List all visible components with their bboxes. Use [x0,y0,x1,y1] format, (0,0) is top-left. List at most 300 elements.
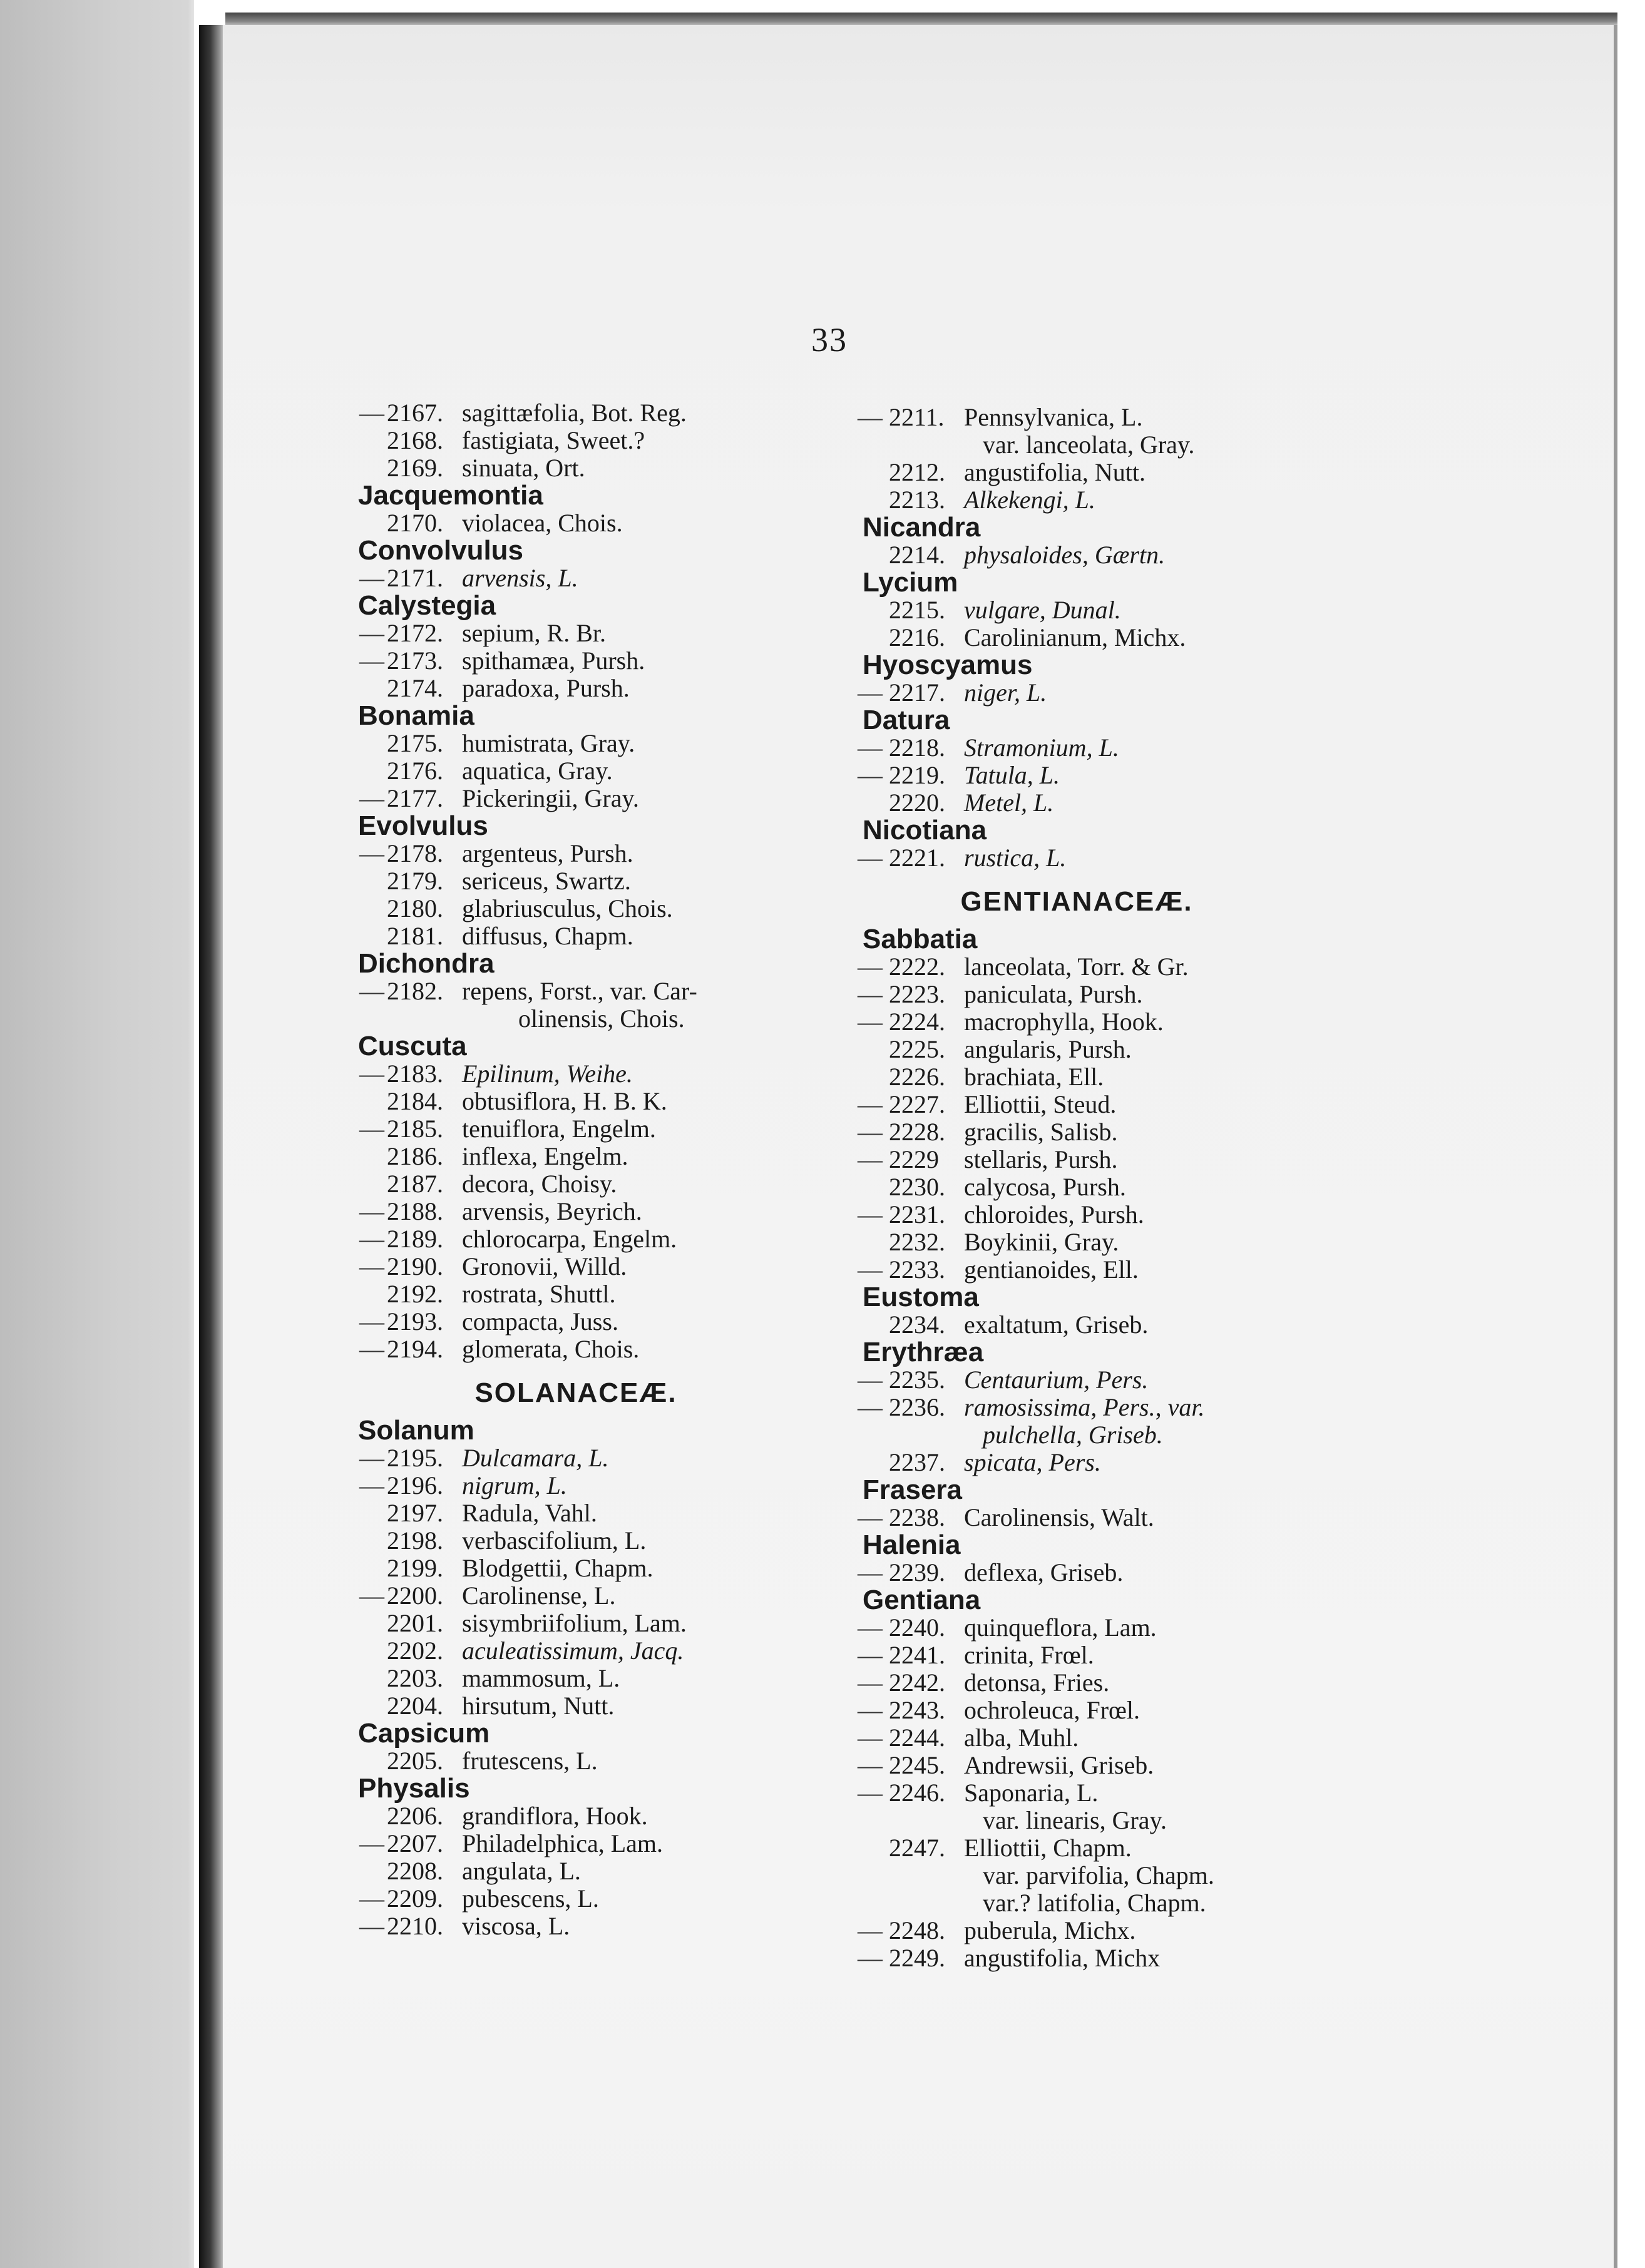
species-entry [851,1146,1302,1173]
species-name: nigrum, L. [462,1471,567,1499]
entry-number: 2189. [387,1225,443,1253]
species-entry [851,1366,1302,1394]
species-entry [851,1504,1302,1531]
genus-heading: Convolvulus [358,535,524,566]
species-name: Tatula, L. [964,761,1060,789]
check-mark: — [858,1696,883,1724]
species-name: spicata, Pers. [964,1448,1101,1476]
species-entry [851,1834,1302,1862]
species-name: deflexa, Griseb. [964,1558,1124,1586]
entry-number: 2233. [889,1255,945,1284]
species-entry [351,1336,801,1363]
species-entry [851,1008,1302,1036]
entry-number: 2224. [889,1008,945,1036]
species-entry [351,895,801,922]
species-name: lanceolata, Torr. & Gr. [964,953,1189,981]
check-mark: — [858,1366,883,1394]
species-name: arvensis, L. [462,564,578,592]
species-entry [851,1779,1302,1807]
genus-heading: Frasera [863,1474,963,1505]
check-mark: — [858,953,883,981]
check-mark: — [359,619,384,647]
spacer [351,1363,801,1376]
entry-number: 2183. [387,1060,443,1088]
book-binding [199,25,224,2268]
entry-continuation [851,431,1302,459]
species-entry [851,1173,1302,1201]
species-entry [351,1747,801,1775]
species-entry [351,867,801,895]
genus-heading: Halenia [863,1530,961,1560]
species-name: detonsa, Fries. [964,1668,1110,1697]
species-entry [351,647,801,675]
species-name: Radula, Vahl. [462,1499,597,1527]
species-name: Carolinense, L. [462,1581,616,1610]
genus-heading: Hyoscyamus [863,650,1033,680]
species-name: argenteus, Pursh. [462,839,633,867]
species-name: brachiata, Ell. [964,1063,1104,1091]
species-name: angularis, Pursh. [964,1035,1132,1063]
entry-number: 2244. [889,1724,945,1752]
entry-number: 2172. [387,619,443,647]
entry-number: 2170. [387,509,443,537]
check-mark: — [359,1471,384,1499]
species-name: paniculata, Pursh. [964,980,1143,1008]
entry-number: 2187. [387,1170,443,1198]
species-entry [351,1692,801,1720]
species-name: obtusiflora, H. B. K. [462,1087,667,1115]
check-mark: — [858,1090,883,1118]
genus-heading: Eustoma [863,1282,979,1312]
species-entry [851,486,1302,514]
genus-heading: Calystegia [358,590,496,621]
species-entry [851,1394,1302,1421]
entry-number: 2225. [889,1035,945,1063]
species-name: diffusus, Chapm. [462,922,633,950]
species-entry [351,1225,801,1253]
species-name: Blodgettii, Chapm. [462,1554,653,1582]
check-mark: — [359,1829,384,1857]
entry-number: 2246. [889,1779,945,1807]
entry-continuation [851,1862,1302,1889]
species-name: sinuata, Ort. [462,454,585,482]
species-entry [351,1913,801,1940]
species-entry [851,953,1302,981]
continuation-text: var. linearis, Gray. [983,1806,1167,1834]
species-name: aquatica, Gray. [462,757,613,785]
entry-number: 2207. [387,1829,443,1857]
entry-number: 2247. [889,1834,945,1862]
species-name: Epilinum, Weihe. [462,1060,633,1088]
species-entry [351,1308,801,1336]
species-entry [351,1198,801,1225]
continuation-text: olinensis, Chois. [518,1004,685,1033]
species-entry [851,1118,1302,1146]
species-entry [851,1311,1302,1339]
species-entry [351,1143,801,1170]
check-mark: — [359,1581,384,1610]
species-name: Carolinianum, Michx. [964,623,1186,651]
species-entry [351,1802,801,1830]
species-entry [351,922,801,950]
species-name: Centaurium, Pers. [964,1366,1149,1394]
species-entry [851,789,1302,817]
genus-heading: Capsicum [358,1718,490,1749]
entry-number: 2210. [387,1912,443,1940]
entry-number: 2227. [889,1090,945,1118]
species-entry [851,1614,1302,1642]
check-mark: — [359,1335,384,1363]
check-mark: — [359,1225,384,1253]
entry-number: 2188. [387,1197,443,1225]
entry-number: 2243. [889,1696,945,1724]
species-entry [851,1559,1302,1586]
species-entry [851,541,1302,569]
species-name: inflexa, Engelm. [462,1142,628,1170]
check-mark: — [858,1118,883,1146]
entry-number: 2238. [889,1503,945,1531]
entry-number: 2218. [889,733,945,762]
species-name: tenuiflora, Engelm. [462,1115,656,1143]
species-name: Saponaria, L. [964,1779,1099,1807]
entry-continuation [351,1005,801,1033]
entry-number: 2196. [387,1471,443,1499]
species-entry [851,1063,1302,1091]
continuation-text: var.? latifolia, Chapm. [983,1889,1206,1917]
species-entry [351,978,801,1005]
genus-heading: Dichondra [358,948,495,979]
entry-number: 2185. [387,1115,443,1143]
genus-heading: Nicandra [863,512,981,543]
species-entry [351,1499,801,1527]
genus-heading: Gentiana [863,1585,981,1615]
entry-number: 2213. [889,486,945,514]
entry-number: 2168. [387,426,443,454]
entry-number: 2231. [889,1200,945,1228]
genus-heading: Cuscuta [358,1031,467,1061]
entry-number: 2173. [387,646,443,675]
entry-number: 2169. [387,454,443,482]
species-entry [851,404,1302,431]
species-entry [851,1036,1302,1063]
species-name: compacta, Juss. [462,1307,618,1336]
species-name: aculeatissimum, Jacq. [462,1637,684,1665]
species-entry [351,1665,801,1692]
genus-heading: Solanum [358,1415,474,1446]
entry-number: 2248. [889,1916,945,1944]
species-name: arvensis, Beyrich. [462,1197,642,1225]
species-name: Boykinii, Gray. [964,1228,1119,1256]
species-entry [351,1885,801,1913]
entry-number: 2237. [889,1448,945,1476]
species-entry [351,509,801,537]
check-mark: — [359,839,384,867]
species-entry [351,757,801,785]
entry-number: 2206. [387,1802,443,1830]
species-name: Dulcamara, L. [462,1444,609,1472]
check-mark: — [359,1115,384,1143]
entry-number: 2219. [889,761,945,789]
check-mark: — [359,399,384,427]
species-name: Carolinensis, Walt. [964,1503,1154,1531]
check-mark: — [858,1558,883,1586]
entry-number: 2229 [889,1145,939,1173]
species-name: glomerata, Chois. [462,1335,640,1363]
entry-number: 2215. [889,596,945,624]
entry-number: 2179. [387,867,443,895]
entry-number: 2214. [889,541,945,569]
species-entry [851,1201,1302,1228]
species-name: violacea, Chois. [462,509,623,537]
entry-number: 2208. [387,1857,443,1885]
species-entry [351,1472,801,1499]
species-name: hirsutum, Nutt. [462,1692,615,1720]
species-name: fastigiata, Sweet.? [462,426,645,454]
species-entry [851,679,1302,707]
entry-number: 2234. [889,1310,945,1339]
right-column [851,404,1302,1972]
page-number: 33 [811,321,848,359]
species-entry [351,1527,801,1555]
entry-number: 2202. [387,1637,443,1665]
entry-number: 2232. [889,1228,945,1256]
entry-number: 2203. [387,1664,443,1692]
species-entry [851,981,1302,1008]
entry-number: 2230. [889,1173,945,1201]
species-name: stellaris, Pursh. [964,1145,1118,1173]
check-mark: — [359,1060,384,1088]
species-name: chloroides, Pursh. [964,1200,1144,1228]
entry-number: 2178. [387,839,443,867]
species-name: pubescens, L. [462,1884,599,1913]
scan-left-margin [0,0,194,2268]
entry-number: 2198. [387,1526,443,1555]
species-entry [351,564,801,592]
check-mark: — [359,564,384,592]
entry-continuation [851,1889,1302,1917]
entry-number: 2197. [387,1499,443,1527]
species-entry [851,596,1302,624]
check-mark: — [858,844,883,872]
check-mark: — [858,403,883,431]
species-name: humistrata, Gray. [462,729,635,757]
entry-number: 2239. [889,1558,945,1586]
check-mark: — [359,646,384,675]
species-name: physaloides, Gærtn. [964,541,1166,569]
entry-number: 2167. [387,399,443,427]
entry-number: 2190. [387,1252,443,1280]
species-name: decora, Choisy. [462,1170,617,1198]
genus-heading: Sabbatia [863,924,978,954]
species-name: spithamæa, Pursh. [462,646,645,675]
check-mark: — [858,1641,883,1669]
entry-number: 2194. [387,1335,443,1363]
species-name: Philadelphica, Lam. [462,1829,664,1857]
entry-number: 2174. [387,674,443,702]
species-entry [351,454,801,482]
species-entry [351,1060,801,1088]
species-name: glabriusculus, Chois. [462,894,673,922]
species-name: rustica, L. [964,844,1067,872]
species-entry [851,1752,1302,1779]
entry-number: 2182. [387,977,443,1005]
species-name: grandiflora, Hook. [462,1802,648,1830]
species-entry [351,1610,801,1637]
species-name: puberula, Michx. [964,1916,1136,1944]
species-entry [351,1115,801,1143]
entry-number: 2204. [387,1692,443,1720]
entry-number: 2240. [889,1613,945,1642]
entry-number: 2200. [387,1581,443,1610]
species-name: ramosissima, Pers., var. [964,1393,1205,1421]
check-mark: — [858,733,883,762]
check-mark: — [359,1912,384,1940]
species-entry [351,1830,801,1857]
species-entry [851,459,1302,486]
species-name: Alkekengi, L. [964,486,1095,514]
entry-number: 2235. [889,1366,945,1394]
species-entry [351,1555,801,1582]
check-mark: — [359,977,384,1005]
family-heading: GENTIANACEÆ. [960,886,1193,917]
continuation-text: var. parvifolia, Chapm. [983,1861,1214,1889]
entry-number: 2245. [889,1751,945,1779]
species-entry [351,785,801,812]
entry-number: 2211. [889,403,945,431]
check-mark: — [359,1252,384,1280]
genus-heading: Evolvulus [358,810,488,841]
family-heading: SOLANACEÆ. [474,1377,677,1408]
entry-number: 2220. [889,789,945,817]
entry-number: 2186. [387,1142,443,1170]
species-entry [851,1697,1302,1724]
check-mark: — [858,1668,883,1697]
entry-number: 2184. [387,1087,443,1115]
species-name: angustifolia, Nutt. [964,458,1145,486]
check-mark: — [858,1008,883,1036]
check-mark: — [359,1197,384,1225]
species-name: Andrewsii, Griseb. [964,1751,1154,1779]
species-entry [351,675,801,702]
entry-number: 2217. [889,678,945,707]
check-mark: — [858,1255,883,1284]
species-name: sagittæfolia, Bot. Reg. [462,399,687,427]
check-mark: — [359,1884,384,1913]
species-name: gentianoides, Ell. [964,1255,1139,1284]
species-entry [351,1857,801,1885]
entry-continuation [851,1421,1302,1449]
entry-number: 2209. [387,1884,443,1913]
species-entry [351,427,801,454]
entry-continuation [851,1807,1302,1834]
check-mark: — [858,1944,883,1972]
species-entry [851,1724,1302,1752]
species-name: Elliottii, Chapm. [964,1834,1132,1862]
check-mark: — [858,980,883,1008]
species-name: exaltatum, Griseb. [964,1310,1149,1339]
species-entry [851,1944,1302,1972]
species-entry [851,1091,1302,1118]
species-entry [851,762,1302,789]
genus-heading: Erythræa [863,1337,984,1367]
check-mark: — [858,1503,883,1531]
species-name: frutescens, L. [462,1747,598,1775]
entry-number: 2216. [889,623,945,651]
species-name: sepium, R. Br. [462,619,607,647]
entry-number: 2175. [387,729,443,757]
entry-number: 2195. [387,1444,443,1472]
species-entry [851,1642,1302,1669]
species-entry [351,620,801,647]
entry-number: 2193. [387,1307,443,1336]
check-mark: — [858,678,883,707]
check-mark: — [858,1145,883,1173]
entry-number: 2181. [387,922,443,950]
entry-number: 2222. [889,953,945,981]
check-mark: — [359,1444,384,1472]
check-mark: — [858,1393,883,1421]
species-name: mammosum, L. [462,1664,620,1692]
species-name: ochroleuca, Frœl. [964,1696,1140,1724]
species-name: crinita, Frœl. [964,1641,1094,1669]
species-name: macrophylla, Hook. [964,1008,1164,1036]
entry-number: 2223. [889,980,945,1008]
check-mark: — [858,1916,883,1944]
left-column [351,399,801,1940]
entry-number: 2236. [889,1393,945,1421]
species-entry [851,1449,1302,1476]
entry-number: 2201. [387,1609,443,1637]
species-name: quinqueflora, Lam. [964,1613,1157,1642]
species-entry [351,1637,801,1665]
species-entry [351,1280,801,1308]
entry-number: 2205. [387,1747,443,1775]
species-entry [351,1444,801,1472]
check-mark: — [359,784,384,812]
species-name: angustifolia, Michx [964,1944,1161,1972]
species-name: angulata, L. [462,1857,581,1885]
check-mark: — [858,761,883,789]
species-entry [351,840,801,867]
entry-number: 2226. [889,1063,945,1091]
genus-heading: Nicotiana [863,815,987,845]
species-name: paradoxa, Pursh. [462,674,630,702]
entry-number: 2180. [387,894,443,922]
continuation-text: var. lanceolata, Gray. [983,431,1195,459]
species-name: rostrata, Shuttl. [462,1280,616,1308]
species-name: viscosa, L. [462,1912,570,1940]
genus-heading: Bonamia [358,700,474,731]
species-name: repens, Forst., var. Car- [462,977,697,1005]
genus-heading: Jacquemontia [358,480,543,511]
species-entry [351,1088,801,1115]
species-name: Pennsylvanica, L. [964,403,1143,431]
species-entry [851,624,1302,651]
species-entry [851,844,1302,872]
species-name: gracilis, Salisb. [964,1118,1118,1146]
check-mark: — [858,1200,883,1228]
genus-heading: Lycium [863,567,958,598]
species-entry [851,1228,1302,1256]
check-mark: — [359,1307,384,1336]
entry-number: 2171. [387,564,443,592]
species-entry [351,1582,801,1610]
entry-number: 2199. [387,1554,443,1582]
species-name: Stramonium, L. [964,733,1119,762]
species-name: sisymbriifolium, Lam. [462,1609,687,1637]
entry-number: 2176. [387,757,443,785]
species-name: vulgare, Dunal. [964,596,1121,624]
